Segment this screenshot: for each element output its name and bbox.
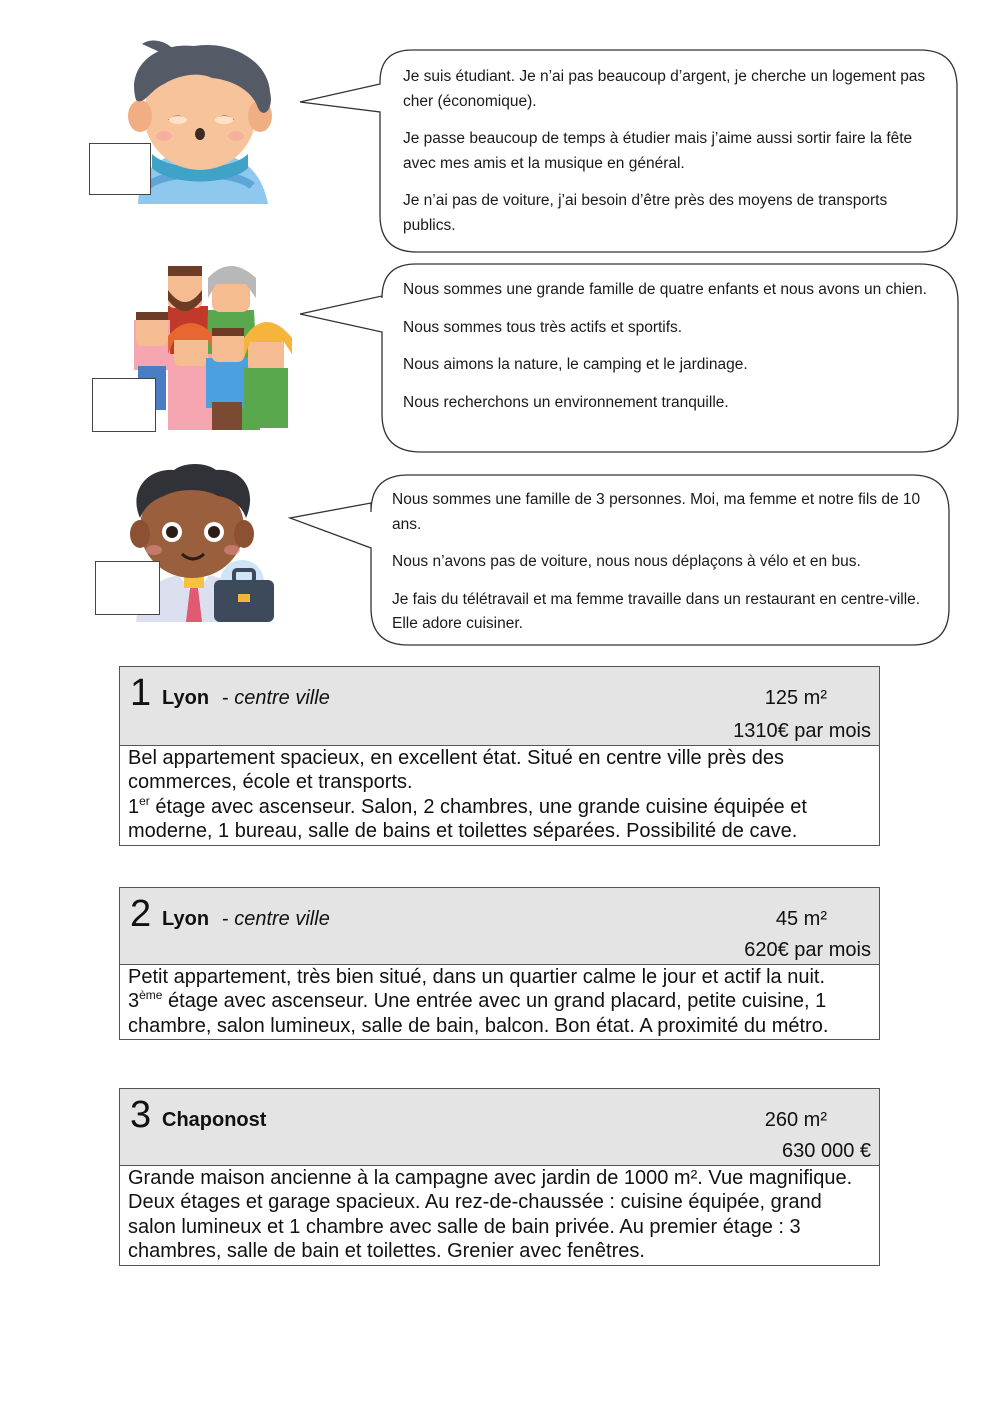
bubble-text-teleworker: [392, 488, 937, 637]
bubble-line: Je suis étudiant. Je n’ai pas beaucoup d’argent, je cherche un logement pas cher (économique).: [403, 68, 926, 110]
bubble-line: Nous sommes une grande famille de quatre enfants et nous avons un chien.: [403, 281, 927, 298]
listing-size: 45 m²: [775, 908, 827, 930]
listing-desc-line: [128, 795, 871, 844]
listing-description: [120, 1166, 879, 1265]
listing-size: 125 m²: [764, 687, 827, 709]
listing-floor: 1: [128, 795, 140, 818]
listing-number: 3: [130, 1094, 152, 1136]
listing-floor: 3: [128, 990, 140, 1013]
bubble-line: Je passe beaucoup de temps à étudier mais j’aime aussi sortir faire la fête avec mes amis et la musique en général.: [403, 130, 913, 172]
bubble-line: Nous n’avons pas de voiture, nous nous déplaçons à vélo et en bus.: [392, 553, 861, 570]
bubble-line: Nous recherchons un environnement tranquille.: [403, 393, 729, 411]
listing-2: [119, 887, 880, 1040]
listing-city: Lyon: [162, 687, 210, 709]
bubble-line: Je fais du télétravail et ma femme travaille dans un restaurant en centre-ville. Elle adore cuisiner.: [392, 590, 921, 632]
listing-number: 1: [130, 672, 152, 714]
listing-header: [120, 667, 879, 746]
listing-price: 1310€ par mois: [733, 720, 871, 742]
listing-desc-line: Grande maison ancienne à la campagne avec jardin de 1000 m². Vue magnifique. Deux étages et garage spacieux. Au rez-de-chaussée : cuisine équipée, grand salon lumineux et 1 chambre avec salle de bain privée. Au premier étage : 3 chambres, salle de bain et toilettes. Grenier avec fenêtres.: [128, 1167, 853, 1263]
listing-floor-suffix: er: [139, 793, 150, 808]
listing-1: [119, 666, 880, 846]
listing-price: 620€ par mois: [744, 939, 871, 961]
listing-area: - centre ville: [222, 908, 330, 931]
bubble-line: Nous sommes une famille de 3 personnes. Moi, ma femme et notre fils de 10 ans.: [392, 491, 921, 533]
bubble-line: Nous aimons la nature, le camping et le jardinage.: [403, 356, 748, 373]
listing-description: [120, 965, 879, 1039]
listing-desc-line: [128, 989, 871, 1038]
listing-3: [119, 1088, 880, 1266]
listing-number: 2: [130, 893, 152, 935]
listing-city: Lyon: [162, 908, 210, 930]
listing-price: 630 000 €: [782, 1140, 871, 1162]
listing-description: [120, 746, 879, 845]
listing-header: [120, 1089, 879, 1166]
listing-floor-suffix: ème: [139, 988, 163, 1003]
listing-header: [120, 888, 879, 965]
bubble-line: Je n’ai pas de voiture, j’ai besoin d’être près des moyens de transports publics.: [403, 192, 888, 234]
bubble-line: Nous sommes tous très actifs et sportifs.: [403, 318, 683, 336]
listing-desc-text: étage avec ascenseur. Une entrée avec un grand placard, petite cuisine, 1 chambre, salon lumineux, salle de bain, balcon. Bon état. A proximité du métro.: [128, 990, 829, 1037]
listing-area: - centre ville: [222, 687, 330, 710]
listing-city: Chaponost: [162, 1109, 267, 1131]
listing-desc-text: étage avec ascenseur. Salon, 2 chambres, une grande cuisine équipée et moderne, 1 bureau, salle de bains et toilettes séparées. Possibilité de cave.: [128, 795, 807, 843]
listing-desc-line: Bel appartement spacieux, en excellent état. Situé en centre ville près des commerces, école et transports.: [128, 747, 784, 794]
listing-size: 260 m²: [764, 1109, 827, 1131]
listing-desc-line: Petit appartement, très bien situé, dans un quartier calme le jour et actif la nuit.: [128, 966, 826, 988]
